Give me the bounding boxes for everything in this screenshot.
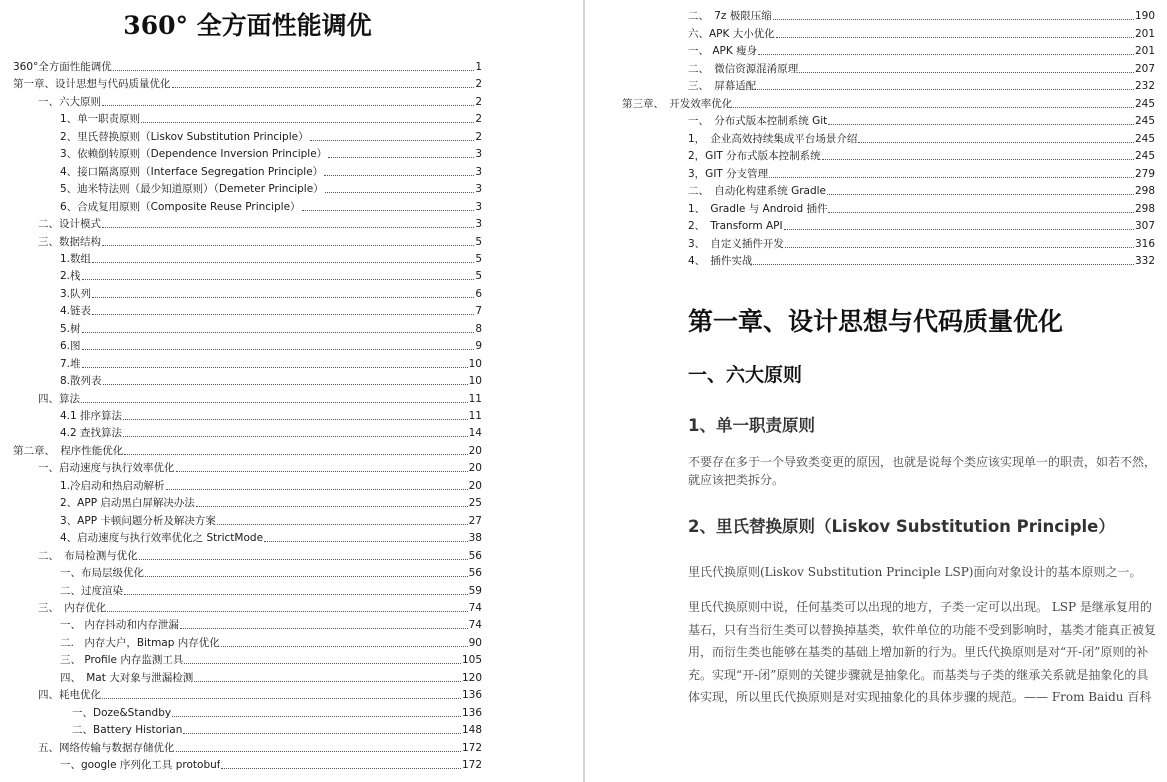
toc-entry-title: 5、迪米特法则（最少知道原则）（Demeter Principle） [60, 183, 324, 196]
toc-entry-title: 第二章、 程序性能优化 [13, 444, 124, 457]
toc-entry-title: 六、APK 大小优化 [688, 27, 775, 40]
toc-entry-title: 6、合成复用原则（Composite Reuse Principle） [60, 200, 301, 213]
toc-entry-title: 三、数据结构 [38, 235, 101, 248]
toc-entry-title: 4.2 查找算法 [60, 427, 123, 440]
left-page [0, 0, 583, 782]
toc-entry-title: 二、 7z 极限压缩 [688, 10, 772, 22]
toc-entry-title: 二、 微信资源混淆原理 [688, 62, 799, 75]
toc-dot-leader [196, 506, 468, 507]
toc-entry-title: 一、启动速度与执行效率优化 [38, 462, 175, 475]
toc-entry-title: 5.树 [60, 322, 81, 335]
toc-dot-leader [217, 524, 468, 525]
toc-entry-page-number: 5 [475, 235, 482, 248]
toc-dot-leader [102, 105, 474, 106]
toc-dot-leader [757, 89, 1134, 90]
toc-entry[interactable] [688, 164, 1155, 181]
toc-entry-title: 3.队列 [60, 287, 92, 300]
toc-entry[interactable] [60, 109, 482, 126]
toc-entry-title: 一、六大原则 [38, 95, 101, 108]
toc-entry-title: 4.链表 [60, 305, 92, 318]
toc-dot-leader [81, 402, 468, 403]
toc-entry[interactable] [622, 94, 1155, 111]
toc-entry-title: 四、 Mat 大对象与泄漏检测 [60, 671, 194, 684]
right-page [585, 0, 1167, 782]
toc-entry-title: 一、 APK 瘦身 [688, 45, 758, 57]
toc-entry[interactable] [38, 546, 482, 563]
toc-entry[interactable] [60, 162, 482, 179]
toc-entry[interactable] [60, 266, 482, 283]
toc-entry[interactable] [60, 284, 482, 301]
toc-dot-leader [784, 229, 1134, 230]
toc-entry-page-number: 2 [475, 113, 482, 126]
toc-entry-page-number: 245 [1134, 115, 1155, 127]
paragraph-liskov-intro: 里氏代换原则(Liskov Substitution Principle LSP)面向对象设计的基本原则之一。 [688, 565, 1142, 579]
toc-dot-leader [858, 142, 1134, 143]
toc-dot-leader [166, 489, 468, 490]
toc-dot-leader [172, 716, 461, 717]
toc-entry-title: 2.栈 [60, 270, 81, 283]
toc-entry[interactable] [688, 24, 1155, 41]
toc-entry[interactable] [38, 598, 482, 615]
toc-dot-leader [184, 663, 461, 664]
toc-entry-title: 4、启动速度与执行效率优化之 StrictMode [60, 532, 264, 545]
toc-entry-title: 一、Doze&Standby [72, 706, 172, 719]
toc-entry[interactable] [72, 703, 482, 720]
toc-entry[interactable] [688, 41, 1155, 58]
chapter-heading: 第一章、设计思想与代码质量优化 [688, 307, 1064, 336]
toc-entry-page-number: 5 [475, 252, 482, 265]
toc-entry-page-number: 10 [468, 375, 482, 388]
toc-entry[interactable] [38, 389, 482, 406]
toc-dot-leader [113, 70, 475, 71]
toc-entry-page-number: 298 [1134, 202, 1155, 215]
toc-entry-page-number: 3 [475, 148, 482, 161]
toc-entry-title: 3，GIT 分支管理 [688, 167, 769, 180]
toc-entry-title: 二、设计模式 [38, 218, 101, 231]
toc-dot-leader [828, 212, 1133, 213]
toc-entry-page-number: 201 [1134, 27, 1155, 40]
toc-dot-leader [753, 264, 1134, 265]
toc-entry-page-number: 56 [468, 567, 482, 580]
toc-entry-title: 4.1 排序算法 [60, 410, 123, 422]
toc-dot-leader [124, 594, 468, 595]
toc-entry[interactable] [60, 319, 482, 336]
toc-entry[interactable] [13, 441, 482, 458]
toc-entry-title: 一、 内存抖动和内存泄漏 [60, 619, 179, 632]
toc-entry[interactable] [60, 476, 482, 493]
document-title: 360° 全方面性能调优 [123, 11, 372, 40]
toc-entry-title: 第三章、 开发效率优化 [622, 97, 733, 110]
toc-entry-page-number: 201 [1134, 45, 1155, 57]
toc-entry[interactable] [60, 371, 482, 388]
toc-entry-page-number: 190 [1134, 10, 1155, 22]
toc-entry-title: 二、 自动化构建系统 Gradle [688, 185, 827, 197]
toc-entry-page-number: 74 [468, 619, 482, 632]
toc-entry-page-number: 172 [461, 741, 482, 754]
toc-entry-title: 三、 内存优化 [38, 601, 107, 614]
toc-entry[interactable] [688, 129, 1155, 146]
toc-dot-leader [92, 262, 474, 263]
toc-dot-leader [776, 37, 1134, 38]
toc-dot-leader [773, 19, 1134, 20]
toc-entry-page-number: 207 [1134, 62, 1155, 75]
toc-entry-title: 二. 内存大户，Bitmap 内存优化 [60, 636, 220, 649]
toc-entry-page-number: 3 [475, 183, 482, 196]
toc-dot-leader [325, 192, 475, 193]
toc-entry-page-number: 332 [1134, 255, 1155, 267]
toc-entry-page-number: 2 [475, 78, 482, 91]
toc-dot-leader [221, 768, 460, 769]
toc-dot-leader [123, 436, 468, 437]
toc-dot-leader [183, 733, 461, 734]
toc-entry-page-number: 105 [461, 654, 482, 667]
toc-entry-page-number: 10 [468, 357, 482, 370]
toc-entry-page-number: 3 [475, 165, 482, 178]
toc-entry-page-number: 232 [1134, 80, 1155, 92]
toc-dot-leader [92, 314, 474, 315]
toc-entry-page-number: 6 [475, 287, 482, 300]
toc-dot-leader [102, 227, 474, 228]
toc-entry-title: 四、算法 [38, 392, 80, 405]
toc-dot-leader [103, 384, 468, 385]
toc-entry[interactable] [60, 633, 482, 650]
toc-entry-page-number: 20 [468, 444, 482, 457]
sub-heading-single-responsibility: 1、单一职责原则 [688, 416, 815, 435]
toc-entry-title: 四、耗电优化 [38, 689, 101, 702]
toc-entry-page-number: 172 [461, 759, 482, 771]
toc-entry-page-number: 148 [461, 724, 482, 737]
toc-dot-leader [82, 349, 475, 350]
toc-entry-title: 3、APP 卡顿问题分析及解决方案 [60, 514, 216, 527]
toc-entry-page-number: 8 [475, 322, 482, 335]
toc-entry-title: 4、 插件实战 [688, 255, 753, 267]
toc-entry[interactable] [60, 301, 482, 318]
toc-entry-title: 2、里氏替换原则（Liskov Substitution Principle） [60, 130, 309, 143]
toc-dot-leader [172, 87, 475, 88]
toc-entry[interactable] [38, 232, 482, 249]
toc-entry-page-number: 245 [1134, 97, 1155, 110]
toc-entry-page-number: 2 [475, 130, 482, 143]
toc-entry[interactable] [60, 650, 482, 667]
toc-entry[interactable] [60, 511, 482, 528]
toc-entry-title: 3、依赖倒转原则（Dependence Inversion Principle） [60, 148, 328, 161]
toc-dot-leader [799, 72, 1134, 73]
toc-dot-leader [141, 122, 474, 123]
toc-dot-leader [92, 297, 474, 298]
toc-entry-page-number: 14 [468, 427, 482, 440]
toc-entry-title: 2、APP 启动黑白屏解决办法 [60, 497, 195, 510]
toc-entry[interactable] [688, 216, 1155, 233]
toc-entry[interactable] [38, 738, 482, 755]
toc-entry[interactable] [38, 214, 482, 231]
toc-entry[interactable] [60, 406, 482, 423]
toc-entry[interactable] [38, 92, 482, 109]
toc-entry-title: 1.冷启动和热启动解析 [60, 479, 165, 492]
toc-dot-leader [180, 628, 468, 629]
toc-entry[interactable] [13, 57, 482, 74]
toc-dot-leader [194, 681, 461, 682]
toc-entry-page-number: 245 [1134, 150, 1155, 162]
toc-dot-leader [107, 611, 467, 612]
toc-entry[interactable] [60, 615, 482, 632]
toc-entry-title: 1、单一职责原则 [60, 113, 141, 126]
section-heading: 一、六大原则 [688, 364, 803, 386]
toc-entry-title: 360°全方面性能调优 [13, 61, 112, 73]
toc-dot-leader [221, 646, 468, 647]
toc-entry-page-number: 59 [468, 584, 482, 597]
toc-entry-page-number: 136 [461, 706, 482, 719]
toc-dot-leader [139, 559, 468, 560]
toc-entry[interactable] [60, 336, 482, 353]
toc-entry-page-number: 307 [1134, 220, 1155, 232]
toc-entry[interactable] [688, 234, 1155, 251]
toc-dot-leader [769, 177, 1134, 178]
toc-entry-title: 五、网络传输与数据存储优化 [38, 741, 175, 754]
toc-entry[interactable] [60, 179, 482, 196]
toc-entry[interactable] [60, 144, 482, 161]
toc-dot-leader [827, 194, 1134, 195]
paragraph-single-responsibility: 不要存在多于一个导致类变更的原因，也就是说每个类应该实现单一的职责，如若不然，就应该把类拆分。 [688, 455, 1157, 487]
toc-entry-title: 2，GIT 分布式版本控制系统 [688, 150, 821, 162]
toc-entry-page-number: 2 [475, 95, 482, 108]
toc-entry[interactable] [38, 458, 482, 475]
toc-dot-leader [264, 541, 468, 542]
toc-entry[interactable] [60, 563, 482, 580]
toc-entry[interactable] [60, 354, 482, 371]
toc-entry-page-number: 3 [475, 218, 482, 231]
toc-dot-leader [822, 159, 1134, 160]
toc-entry-page-number: 11 [468, 392, 482, 405]
toc-entry-title: 6.图 [60, 340, 81, 353]
toc-entry-page-number: 7 [475, 305, 482, 318]
toc-dot-leader [302, 210, 475, 211]
toc-entry[interactable] [13, 74, 482, 91]
toc-entry-page-number: 279 [1134, 167, 1155, 180]
toc-entry[interactable] [688, 181, 1155, 198]
toc-entry-title: 三、 屏幕适配 [688, 80, 757, 92]
toc-entry-page-number: 20 [468, 479, 482, 492]
toc-dot-leader [828, 124, 1134, 125]
toc-entry-page-number: 5 [475, 270, 482, 283]
toc-entry-title: 二、 布局检测与优化 [38, 549, 138, 562]
toc-entry-page-number: 1 [475, 61, 482, 73]
toc-dot-leader [324, 175, 474, 176]
toc-dot-leader [123, 419, 468, 420]
toc-entry[interactable] [60, 528, 482, 545]
toc-entry[interactable] [688, 59, 1155, 76]
sub-heading-liskov: 2、里氏替换原则（Liskov Substitution Principle） [688, 517, 1115, 536]
toc-entry-page-number: 56 [468, 549, 482, 562]
toc-entry-page-number: 20 [468, 462, 482, 475]
toc-dot-leader [145, 576, 468, 577]
toc-entry[interactable] [688, 111, 1155, 128]
toc-entry-page-number: 11 [468, 410, 482, 422]
toc-entry-page-number: 298 [1134, 185, 1155, 197]
toc-dot-leader [82, 332, 475, 333]
toc-entry-page-number: 27 [468, 514, 482, 527]
toc-dot-leader [176, 751, 461, 752]
toc-entry[interactable] [60, 755, 482, 772]
toc-entry[interactable] [60, 668, 482, 685]
toc-entry[interactable] [688, 146, 1155, 163]
toc-entry-page-number: 3 [475, 200, 482, 213]
toc-dot-leader [758, 54, 1134, 55]
toc-dot-leader [102, 245, 474, 246]
toc-entry[interactable] [688, 251, 1155, 268]
toc-entry[interactable] [60, 249, 482, 266]
toc-dot-leader [328, 157, 474, 158]
toc-entry-page-number: 25 [468, 497, 482, 510]
toc-entry-page-number: 90 [468, 636, 482, 649]
toc-entry[interactable] [72, 720, 482, 737]
toc-entry-title: 一、 分布式版本控制系统 Git [688, 115, 828, 127]
toc-entry[interactable] [60, 493, 482, 510]
toc-entry-page-number: 120 [461, 671, 482, 684]
toc-dot-leader [176, 471, 468, 472]
toc-entry-title: 第一章、设计思想与代码质量优化 [13, 78, 171, 91]
toc-entry-page-number: 245 [1134, 132, 1155, 145]
toc-entry[interactable] [688, 199, 1155, 216]
toc-entry[interactable] [60, 423, 482, 440]
toc-entry-title: 二、过度渲染 [60, 584, 123, 597]
toc-entry-title: 3、 自定义插件开发 [688, 237, 784, 250]
toc-dot-leader [733, 107, 1134, 108]
toc-entry-title: 4、接口隔离原则（Interface Segregation Principle） [60, 165, 324, 178]
toc-entry-title: 2、 Transform API [688, 220, 783, 232]
toc-entry-title: 三、 Profile 内存监测工具 [60, 654, 184, 667]
toc-entry[interactable] [38, 685, 482, 702]
toc-entry[interactable] [60, 581, 482, 598]
toc-dot-leader [82, 367, 468, 368]
toc-entry-title: 一、布局层级优化 [60, 567, 144, 580]
toc-entry-title: 1.数组 [60, 252, 92, 265]
toc-dot-leader [310, 140, 475, 141]
toc-entry-page-number: 316 [1134, 237, 1155, 250]
toc-entry-page-number: 9 [475, 340, 482, 353]
toc-entry-title: 一、google 序列化工具 protobuf [60, 759, 221, 771]
toc-entry-title: 1， 企业高效持续集成平台场景介绍 [688, 132, 858, 145]
toc-entry-title: 二、Battery Historian [72, 724, 183, 737]
toc-entry-page-number: 136 [461, 689, 482, 702]
toc-entry-title: 1、 Gradle 与 Android 插件 [688, 202, 828, 215]
toc-dot-leader [785, 247, 1134, 248]
toc-entry[interactable] [688, 6, 1155, 23]
toc-entry-page-number: 74 [468, 601, 482, 614]
toc-dot-leader [102, 698, 461, 699]
toc-entry-page-number: 38 [468, 532, 482, 545]
toc-dot-leader [124, 454, 467, 455]
toc-entry[interactable] [688, 76, 1155, 93]
toc-entry-title: 7.堆 [60, 357, 81, 370]
toc-entry-title: 8.散列表 [60, 375, 102, 388]
paragraph-liskov-detail: 里氏代换原则中说，任何基类可以出现的地方，子类一定可以出现。 LSP 是继承复用的基石，只有当衍生类可以替换掉基类，软件单位的功能不受到影响时，基类才能真正被复用，而衍生类也能够在基类的基础上增加新的行为。里氏代换原则是对“开-闭”原则的补充。实现“开-闭”原则的关键步骤就是抽象化。而基类与子类的继承关系就是抽象化的具体实现，所以里氏代换原则是对实现抽象化的具体步骤的规范。—— From Baidu 百科 [688, 600, 1157, 704]
toc-dot-leader [82, 279, 475, 280]
toc-entry[interactable] [60, 197, 482, 214]
toc-entry[interactable] [60, 127, 482, 144]
